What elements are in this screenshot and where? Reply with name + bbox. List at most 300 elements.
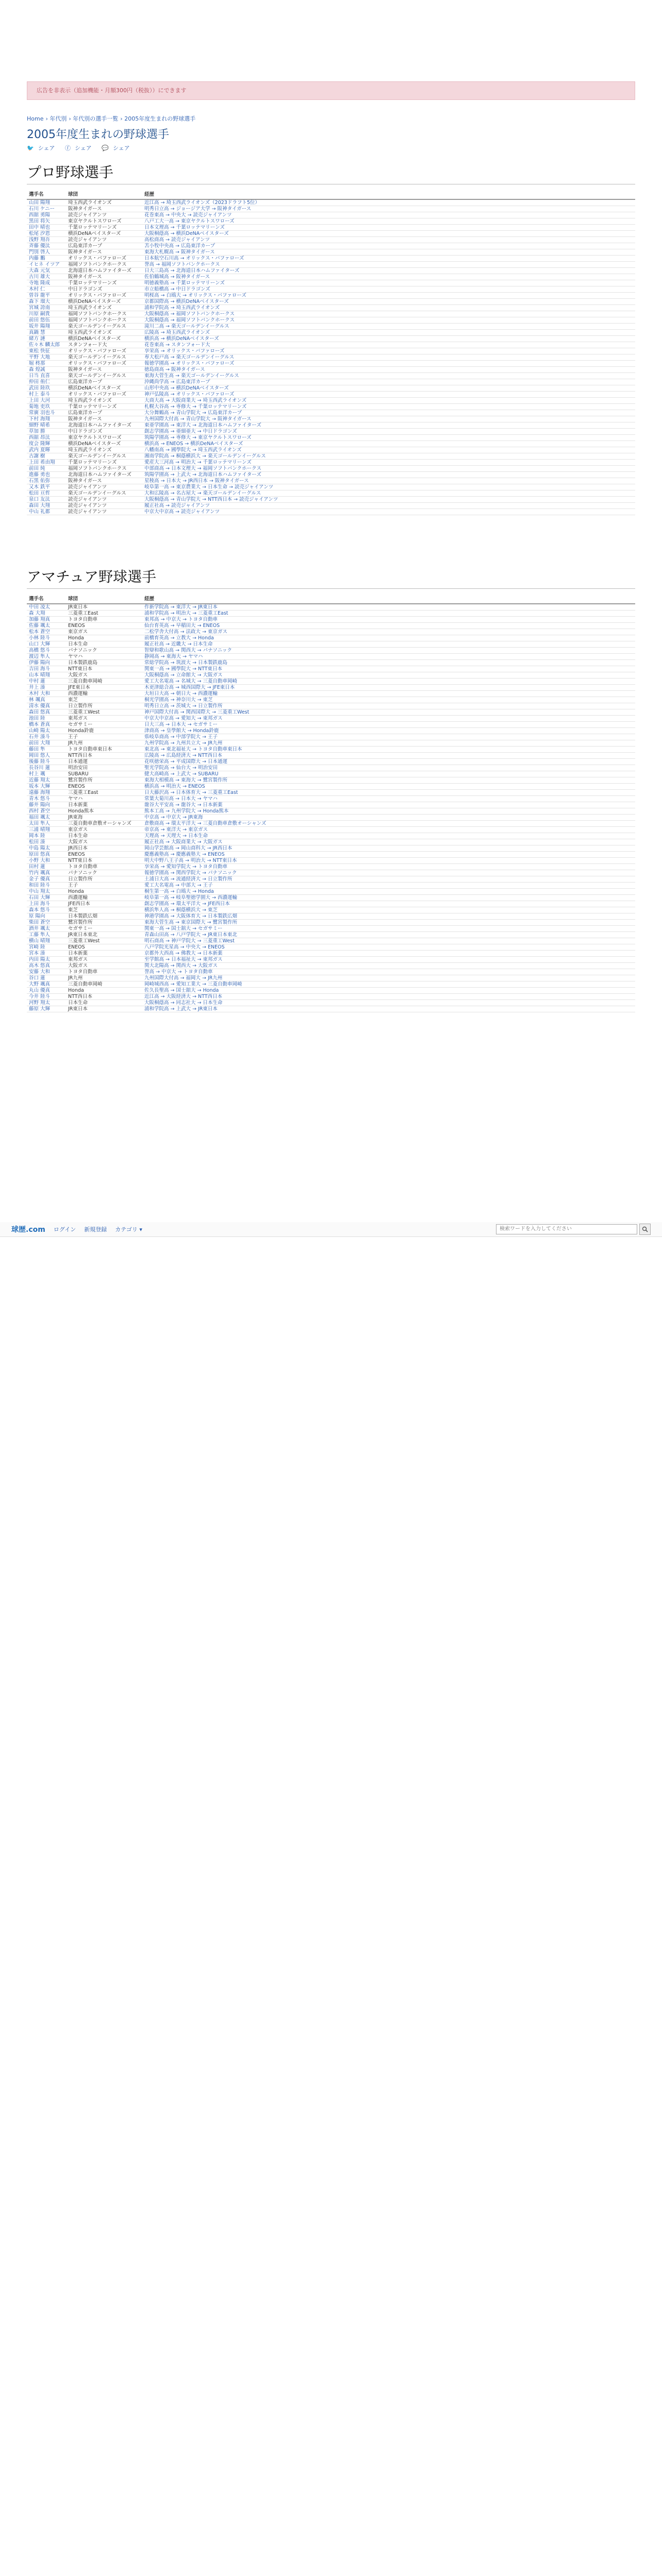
login-link[interactable]: ログイン xyxy=(53,1226,76,1233)
site-logo[interactable]: 球歴.com xyxy=(11,1226,45,1234)
player-name-link[interactable]: 福田 颯太 xyxy=(27,815,66,821)
career-text[interactable]: 日大三高 → 日本大 → セガサミー xyxy=(142,722,635,728)
career-text[interactable]: 浦和学院高 → 上武大 → JR東日本 xyxy=(142,1006,635,1012)
career-text[interactable]: 中京大中京高 → 愛知大 → 東邦ガス xyxy=(142,716,635,722)
table-row xyxy=(27,852,635,858)
career-text[interactable]: 徳島商高 → 阪神タイガース xyxy=(142,367,635,373)
player-name-link[interactable]: 西村 蒼空 xyxy=(27,808,66,815)
table-row xyxy=(27,324,635,330)
team-name: 日本新薬 xyxy=(66,951,142,957)
player-name-link[interactable]: 竹内 颯真 xyxy=(27,870,66,876)
search-input[interactable] xyxy=(496,1224,637,1234)
player-name-link[interactable]: 堀 柊那 xyxy=(27,361,66,367)
table-row xyxy=(27,969,635,975)
player-name-link[interactable]: 今井 陸斗 xyxy=(27,994,66,1000)
player-name-link[interactable]: 中島 陽太 xyxy=(27,845,66,852)
career-text[interactable]: 花咲徳栄高 → 平成国際大 → 日本通運 xyxy=(142,759,635,765)
career-text[interactable]: 日大藤沢高 → 日本体育大 → 三菱重工East xyxy=(142,790,635,796)
career-text[interactable]: 筑陽学園高 → 上武大 → 北海道日本ハムファイターズ xyxy=(142,472,635,478)
player-name-link[interactable]: 坂井 陽翔 xyxy=(27,324,66,330)
team-name: 広島東洋カープ xyxy=(66,410,142,416)
table-row xyxy=(27,429,635,435)
player-name-link[interactable]: 黒田 将矢 xyxy=(27,218,66,225)
table-row xyxy=(27,268,635,274)
career-text[interactable]: 県岐阜商高 → 中部学院大 → 王子 xyxy=(142,734,635,740)
career-text[interactable]: 桐光学園高 → 神奈川大 → 東芝 xyxy=(142,697,635,703)
career-text[interactable]: 明桜高 → 白鴎大 → オリックス・バファローズ xyxy=(142,293,635,299)
player-name-link[interactable]: 和田 陸斗 xyxy=(27,883,66,889)
team-name: 阪神タイガース xyxy=(66,478,142,484)
player-name-link[interactable]: 仲田 侑仁 xyxy=(27,379,66,385)
career-text[interactable]: 健大高崎高 → 上武大 → SUBARU xyxy=(142,771,635,777)
career-text[interactable]: 近江高 → 埼玉西武ライオンズ（2023ドラフト5位） xyxy=(142,199,635,206)
player-name-link[interactable]: 藤原 大輝 xyxy=(27,1006,66,1012)
player-name-link[interactable]: 上田 大河 xyxy=(27,398,66,404)
player-name-link[interactable]: 森 大翔 xyxy=(27,611,66,617)
player-name-link[interactable]: 池田 陸 xyxy=(27,716,66,722)
player-name-link[interactable]: 斉藤 優汰 xyxy=(27,243,66,249)
team-name: JFE西日本 xyxy=(66,901,142,907)
breadcrumb-by-era[interactable]: 年代別 xyxy=(49,115,67,122)
breadcrumb-era-list[interactable]: 年代別の選手一覧 xyxy=(73,115,119,122)
career-text[interactable]: 花巻東高 → 中央大 → 読売ジャイアンツ xyxy=(142,212,635,218)
table-row xyxy=(27,858,635,864)
player-name-link[interactable]: 山田 陽翔 xyxy=(27,199,66,206)
player-name-link[interactable]: 平野 大地 xyxy=(27,354,66,361)
career-text[interactable]: 二松学舎大付高 → 法政大 → 東京ガス xyxy=(142,629,635,635)
category-menu[interactable]: カテゴリ ▾ xyxy=(115,1226,142,1233)
career-text[interactable]: 日本文理高 → 千葉ロッテマリーンズ xyxy=(142,225,635,231)
career-text[interactable]: 日本航空石川高 → オリックス・バファローズ xyxy=(142,256,635,262)
player-name-link[interactable]: 太田 隼人 xyxy=(27,821,66,827)
career-text[interactable]: 京都外大西高 → 佛教大 → 日本新薬 xyxy=(142,951,635,957)
player-name-link[interactable]: 高木 悠真 xyxy=(27,963,66,969)
career-text[interactable]: 大阪桐蔭高 → 福岡ソフトバンクホークス xyxy=(142,317,635,324)
breadcrumb: Home › 年代別 › 年代別の選手一覧 › 2005年度生まれの野球選手 xyxy=(27,115,196,122)
career-text[interactable]: 誉高 → 中京大 → トヨタ自動車 xyxy=(142,969,635,975)
career-text[interactable]: 帝京高 → 東洋大 → 東京ガス xyxy=(142,827,635,833)
player-name-link[interactable]: 寺地 隆成 xyxy=(27,280,66,286)
player-name-link[interactable]: 緒方 漣 xyxy=(27,336,66,342)
career-text[interactable]: 大阪桐蔭高 → 立命館大 → 大阪ガス xyxy=(142,672,635,679)
player-name-link[interactable]: 酒井 颯太 xyxy=(27,926,66,932)
career-text[interactable]: 岐阜第一高 → 東京農業大 → 日本生命 → 読売ジャイアンツ xyxy=(142,484,635,490)
player-name-link[interactable]: 石井 湊斗 xyxy=(27,734,66,740)
player-name-link[interactable]: 高橋 悠斗 xyxy=(27,648,66,654)
career-text[interactable]: 関大北陽高 → 関西大 → 大阪ガス xyxy=(142,963,635,969)
section-title-amateur: アマチュア野球選手 xyxy=(27,566,635,589)
career-text[interactable]: 東海大菅生高 → 楽天ゴールデンイーグルス xyxy=(142,373,635,379)
career-text[interactable]: 大和広陵高 → 名古屋大 → 楽天ゴールデンイーグルス xyxy=(142,490,635,497)
player-name-link[interactable]: 下村 海翔 xyxy=(27,416,66,422)
ad-banner[interactable]: 広告を非表示（追加機能・月額300円（税抜））にできます xyxy=(27,81,635,100)
table-row xyxy=(27,379,635,385)
player-name-link[interactable]: 三浦 晴翔 xyxy=(27,827,66,833)
career-text[interactable]: 山形中央高 → 横浜DeNAベイスターズ xyxy=(142,385,635,392)
table-row xyxy=(27,821,635,827)
career-text[interactable]: 八戸工大一高 → 東京ヤクルトスワローズ xyxy=(142,218,635,225)
career-text[interactable]: 履正社高 → 大阪商業大 → 大阪ガス xyxy=(142,839,635,845)
player-name-link[interactable]: 宮本 湊 xyxy=(27,951,66,957)
team-name: セガサミー xyxy=(66,926,142,932)
player-name-link[interactable]: 木村 大和 xyxy=(27,691,66,697)
career-text[interactable]: 常葉大菊川高 → 日本大 → ヤマハ xyxy=(142,796,635,802)
player-name-link[interactable]: 木村 仁 xyxy=(27,286,66,293)
career-text[interactable]: 仙台育英高 → 早稲田大 → ENEOS xyxy=(142,623,635,629)
table-row xyxy=(27,740,635,747)
breadcrumb-home[interactable]: Home xyxy=(27,115,44,122)
player-name-link[interactable]: 古川 雄大 xyxy=(27,274,66,280)
player-name-link[interactable]: 古謝 樹 xyxy=(27,453,66,460)
career-text[interactable]: 湘南学院高 → 桐蔭横浜大 → 楽天ゴールデンイーグルス xyxy=(142,453,635,460)
career-text[interactable]: 浦和学院高 → 明治大 → 三菱重工East xyxy=(142,611,635,617)
player-name-link[interactable]: 内藤 鵬 xyxy=(27,256,66,262)
player-name-link[interactable]: 原田 悠真 xyxy=(27,852,66,858)
player-name-link[interactable]: 曽谷 龍平 xyxy=(27,293,66,299)
player-name-link[interactable]: 宮崎 陸 xyxy=(27,944,66,951)
career-text[interactable]: 明秀日立高 → 茨城大 → 日立製作所 xyxy=(142,703,635,709)
player-name-link[interactable]: 石田 大輝 xyxy=(27,895,66,901)
career-text[interactable]: 星稜高 → 日本大 → JR西日本 → 阪神タイガース xyxy=(142,478,635,484)
player-name-link[interactable]: 山崎 陽太 xyxy=(27,728,66,734)
player-name-link[interactable]: 小野 大和 xyxy=(27,858,66,864)
team-name: 埼玉西武ライオンズ xyxy=(66,330,142,336)
table-row xyxy=(27,907,635,913)
player-name-link[interactable]: 吉田 海斗 xyxy=(27,666,66,672)
career-text[interactable]: 大阪桐蔭高 → 青山学院大 → NTT西日本 → 読売ジャイアンツ xyxy=(142,497,635,503)
career-text[interactable]: 花巻東高 → スタンフォード大 xyxy=(142,342,635,348)
player-name-link[interactable]: 西舘 勇陽 xyxy=(27,212,66,218)
player-name-link[interactable]: 藤田 隼 xyxy=(27,747,66,753)
player-name-link[interactable]: 金子 優真 xyxy=(27,876,66,883)
career-text[interactable]: 中部商高 → 日本文理大 → 福岡ソフトバンクホークス xyxy=(142,466,635,472)
player-name-link[interactable]: 石黒 佑弥 xyxy=(27,478,66,484)
career-text[interactable]: 九州学院高 → 九州共立大 → JR九州 xyxy=(142,740,635,747)
player-name-link[interactable]: 上田 海斗 xyxy=(27,901,66,907)
player-name-link[interactable]: 橋本 蒼真 xyxy=(27,722,66,728)
career-text[interactable]: 享栄高 → 愛知学院大 → トヨタ自動車 xyxy=(142,864,635,870)
player-name-link[interactable]: 武田 陸玖 xyxy=(27,385,66,392)
player-name-link[interactable]: 谷口 蓮 xyxy=(27,975,66,981)
team-name: 日本製鉄鹿島 xyxy=(66,660,142,666)
career-text[interactable]: 関東一高 → 國學院大 → NTT東日本 xyxy=(142,666,635,672)
player-name-link[interactable]: 清水 優真 xyxy=(27,703,66,709)
table-row xyxy=(27,777,635,784)
career-text[interactable]: 東北高 → 東北福祉大 → トヨタ自動車東日本 xyxy=(142,747,635,753)
career-text[interactable]: 大垣日大高 → 朝日大 → 西濃運輸 xyxy=(142,691,635,697)
career-text[interactable]: 横浜高 → ENEOS → 横浜DeNAベイスターズ xyxy=(142,441,635,447)
player-name-link[interactable]: 加藤 翔真 xyxy=(27,617,66,623)
player-name-link[interactable]: 丸山 優真 xyxy=(27,988,66,994)
player-name-link[interactable]: 西舘 昂汰 xyxy=(27,435,66,441)
player-name-link[interactable]: 村上 颯 xyxy=(27,771,66,777)
career-text[interactable]: 静岡高 → 東海大 → ヤマハ xyxy=(142,654,635,660)
player-name-link[interactable]: 前田 純 xyxy=(27,466,66,472)
share-button-twitter[interactable]: 🐦 シェア xyxy=(27,145,55,151)
career-text[interactable]: 岡崎城西高 → 愛知工業大 → 三菱自動車岡崎 xyxy=(142,981,635,988)
table-row xyxy=(27,212,635,218)
player-name-link[interactable]: 度会 隆輝 xyxy=(27,441,66,447)
player-name-link[interactable]: 門別 啓人 xyxy=(27,249,66,256)
player-name-link[interactable]: 山口 大輝 xyxy=(27,641,66,648)
search-button[interactable] xyxy=(639,1224,651,1235)
table-row xyxy=(27,765,635,771)
team-name: 広島東洋カープ xyxy=(66,243,142,249)
team-name: JR東日本東北 xyxy=(66,932,142,938)
career-text[interactable]: 智辯和歌山高 → 関西大 → パナソニック xyxy=(142,648,635,654)
career-text[interactable]: 大分舞鶴高 → 青山学院大 → 広島東洋カープ xyxy=(142,410,635,416)
career-text[interactable]: 愛工大名電高 → 名城大 → 三菱自動車岡崎 xyxy=(142,679,635,685)
career-text[interactable]: 愛工大名電高 → 中部大 → 王子 xyxy=(142,883,635,889)
career-text[interactable]: 愛産大三河高 → 明治大 → 千葉ロッテマリーンズ xyxy=(142,460,635,466)
career-text[interactable]: 津商高 → 皇學館大 → Honda鈴鹿 xyxy=(142,728,635,734)
player-name-link[interactable]: 松尾 汐恩 xyxy=(27,231,66,237)
career-text[interactable]: 倉敷商高 → 環太平洋大 → 三菱自動車倉敷オーシャンズ xyxy=(142,821,635,827)
career-text[interactable]: 佐伯鶴城高 → 阪神タイガース xyxy=(142,274,635,280)
team-name: 福岡ソフトバンクホークス xyxy=(66,311,142,317)
player-name-link[interactable]: 大野 颯真 xyxy=(27,981,66,988)
career-text[interactable]: 大阪桐蔭高 → 福岡ソフトバンクホークス xyxy=(142,311,635,317)
player-name-link[interactable]: 菊地 吏玖 xyxy=(27,404,66,410)
player-name-link[interactable]: 岡田 悠人 xyxy=(27,753,66,759)
player-name-link[interactable]: 山本 晴翔 xyxy=(27,672,66,679)
player-name-link[interactable]: 中山 翔太 xyxy=(27,889,66,895)
player-name-link[interactable]: 上田 希由翔 xyxy=(27,460,66,466)
career-text[interactable]: 大阪桐蔭高 → 横浜DeNAベイスターズ xyxy=(142,231,635,237)
player-name-link[interactable]: 長谷川 蓮 xyxy=(27,765,66,771)
career-text[interactable]: 東海大札幌高 → 阪神タイガース xyxy=(142,249,635,256)
player-name-link[interactable]: 後藤 陸斗 xyxy=(27,759,66,765)
player-name-link[interactable]: 村上 泰斗 xyxy=(27,392,66,398)
career-text[interactable]: 横浜高 → 明治大 → ENEOS xyxy=(142,784,635,790)
table-row xyxy=(27,404,635,410)
player-name-link[interactable]: 松本 蒼空 xyxy=(27,629,66,635)
career-text[interactable]: 天理高 → 天理大 → 日本生命 xyxy=(142,833,635,839)
player-name-link[interactable]: 小林 陸斗 xyxy=(27,635,66,641)
career-text[interactable]: 創志学園高 → 亜細亜大 → 中日ドラゴンズ xyxy=(142,429,635,435)
career-text[interactable]: 履正社高 → 近畿大 → 日本生命 xyxy=(142,641,635,648)
share-button-line[interactable]: 💬 シェア xyxy=(102,145,130,151)
career-text[interactable]: 八幡南高 → 國學院大 → 埼玉西武ライオンズ xyxy=(142,447,635,453)
career-text[interactable]: 日大三島高 → 北海道日本ハムファイターズ xyxy=(142,268,635,274)
career-text[interactable]: 東邦高 → 中京大 → トヨタ自動車 xyxy=(142,617,635,623)
career-text[interactable]: 中京高 → 中京大 → JR東海 xyxy=(142,815,635,821)
career-text[interactable]: 九州国際大付高 → 福岡大 → JR九州 xyxy=(142,975,635,981)
table-row xyxy=(27,629,635,635)
player-name-link[interactable]: 伊藤 陽向 xyxy=(27,660,66,666)
team-name: 楽天ゴールデンイーグルス xyxy=(66,354,142,361)
player-name-link[interactable]: 横山 晴翔 xyxy=(27,938,66,944)
career-text[interactable]: 東海大相模高 → 東海大 → 鷺宮製作所 xyxy=(142,777,635,784)
career-text[interactable]: 木更津総合高 → 城西国際大 → JFE東日本 xyxy=(142,685,635,691)
career-text[interactable]: 高松商高 → 読売ジャイアンツ xyxy=(142,237,635,243)
facebook-icon: ⓕ xyxy=(64,145,71,151)
career-text[interactable]: 中京大中京高 → 読売ジャイアンツ xyxy=(142,509,635,515)
player-name-link[interactable]: 近藤 翔太 xyxy=(27,777,66,784)
career-text[interactable]: 明徳義塾高 → 千葉ロッテマリーンズ xyxy=(142,280,635,286)
career-text[interactable]: 明石商高 → 神戸学院大 → 三菱重工West xyxy=(142,938,635,944)
career-text[interactable]: 龍谷大平安高 → 龍谷大 → 日本新薬 xyxy=(142,802,635,808)
share-button-facebook[interactable]: ⓕ シェア xyxy=(64,145,92,151)
career-text[interactable]: 聖光学院高 → 仙台大 → 明治安田 xyxy=(142,765,635,771)
player-name-link[interactable]: 渡辺 隼人 xyxy=(27,654,66,660)
career-text[interactable]: 大商大高 → 大阪商業大 → 埼玉西武ライオンズ xyxy=(142,398,635,404)
player-name-link[interactable]: 武内 夏暉 xyxy=(27,447,66,453)
player-name-link[interactable]: 林 颯真 xyxy=(27,697,66,703)
career-text[interactable]: 大阪桐蔭高 → 同志社大 → 日本生命 xyxy=(142,1000,635,1006)
career-text[interactable]: 苫小牧中央高 → 広島東洋カープ xyxy=(142,243,635,249)
career-text[interactable]: 岡山学芸館高 → 岡山商科大 → JR西日本 xyxy=(142,845,635,852)
team-name: 三菱重工West xyxy=(66,938,142,944)
career-text[interactable]: 前橋育英高 → 立教大 → Honda xyxy=(142,635,635,641)
team-name: 東京ヤクルトスワローズ xyxy=(66,218,142,225)
team-name: トヨタ自動車 xyxy=(66,617,142,623)
career-text[interactable]: 岐阜第一高 → 岐阜聖徳学園大 → 西濃運輸 xyxy=(142,895,635,901)
career-text[interactable]: 京都国際高 → 横浜DeNAベイスターズ xyxy=(142,299,635,305)
career-text[interactable]: 専大松戸高 → 楽天ゴールデンイーグルス xyxy=(142,354,635,361)
career-text[interactable]: 広陵高 → 広島経済大 → NTT西日本 xyxy=(142,753,635,759)
register-link[interactable]: 新規登録 xyxy=(84,1226,107,1233)
career-text[interactable]: 市立船橋高 → 中日ドラゴンズ xyxy=(142,286,635,293)
player-name-link[interactable]: 森本 悠斗 xyxy=(27,907,66,913)
career-text[interactable]: 創志学園高 → 環太平洋大 → JFE西日本 xyxy=(142,901,635,907)
career-text[interactable]: 横浜隼人高 → 桐蔭横浜大 → 東芝 xyxy=(142,907,635,913)
career-text[interactable]: 滝川二高 → 楽天ゴールデンイーグルス xyxy=(142,324,635,330)
career-text[interactable]: 横浜高 → 横浜DeNAベイスターズ xyxy=(142,336,635,342)
team-name: JR西日本 xyxy=(66,845,142,852)
career-text[interactable]: 広陵高 → 埼玉西武ライオンズ xyxy=(142,330,635,336)
player-name-link[interactable]: 東松 快征 xyxy=(27,348,66,354)
team-name: 北海道日本ハムファイターズ xyxy=(66,268,142,274)
team-name: 三菱重工East xyxy=(66,790,142,796)
team-name: 読売ジャイアンツ xyxy=(66,497,142,503)
player-name-link[interactable]: 進藤 勇也 xyxy=(27,472,66,478)
table-row xyxy=(27,895,635,901)
career-text[interactable]: 熊本工高 → 九州学院大 → Honda熊本 xyxy=(142,808,635,815)
player-name-link[interactable]: 青木 悠斗 xyxy=(27,796,66,802)
career-text[interactable]: 神戸国際大付高 → 関西国際大 → 三菱重工West xyxy=(142,709,635,716)
career-text[interactable]: 至学館高 → 日本福祉大 → 東邦ガス xyxy=(142,957,635,963)
career-text[interactable]: 佐久長聖高 → 国士舘大 → Honda xyxy=(142,988,635,994)
player-name-link[interactable]: 中山 礼都 xyxy=(27,509,66,515)
career-text[interactable]: 東亜学園高 → 東洋大 → 北海道日本ハムファイターズ xyxy=(142,422,635,429)
player-name-link[interactable]: 又木 鉄平 xyxy=(27,484,66,490)
career-text[interactable]: 八戸学院光星高 → 中央大 → ENEOS xyxy=(142,944,635,951)
career-text[interactable]: 桐生第一高 → 白鴎大 → Honda xyxy=(142,889,635,895)
player-name-link[interactable]: 原 陽向 xyxy=(27,913,66,920)
player-name-link[interactable]: 田村 蓮 xyxy=(27,864,66,870)
player-name-link[interactable]: 川原 嗣貴 xyxy=(27,311,66,317)
table-row xyxy=(27,206,635,212)
career-text[interactable]: 近江高 → 大阪経済大 → NTT西日本 xyxy=(142,994,635,1000)
career-text[interactable]: 報徳学園高 → 関西学院大 → パナソニック xyxy=(142,870,635,876)
table-row xyxy=(27,963,635,969)
player-name-link[interactable]: 松田 亘哲 xyxy=(27,490,66,497)
table-row xyxy=(27,913,635,920)
player-name-link[interactable]: 泉口 友汰 xyxy=(27,497,66,503)
career-text[interactable]: 九州国際大付高 → 青山学院大 → 阪神タイガース xyxy=(142,416,635,422)
player-name-link[interactable]: 森 煌誠 xyxy=(27,367,66,373)
team-name: 東邦ガス xyxy=(66,957,142,963)
player-name-link[interactable]: 前田 大翔 xyxy=(27,740,66,747)
career-text[interactable]: 明秀日立高 → ジョージア大学 → 阪神タイガース xyxy=(142,206,635,212)
career-text[interactable]: 浦和学院高 → 埼玉西武ライオンズ xyxy=(142,305,635,311)
career-text[interactable]: 享栄高 → オリックス・バファローズ xyxy=(142,348,635,354)
team-name: Honda鈴鹿 xyxy=(66,728,142,734)
player-name-link[interactable]: 日当 直喜 xyxy=(27,373,66,379)
player-name-link[interactable]: 宮城 誇南 xyxy=(27,305,66,311)
player-name-link[interactable]: 岡本 陸 xyxy=(27,833,66,839)
career-text[interactable]: 神戸弘陵高 → オリックス・バファローズ xyxy=(142,392,635,398)
player-name-link[interactable]: 中村 蓮 xyxy=(27,679,66,685)
player-name-link[interactable]: 真鍋 慧 xyxy=(27,330,66,336)
player-name-link[interactable]: 森田 悠真 xyxy=(27,709,66,716)
career-text[interactable]: 作新学院高 → 東洋大 → JR東日本 xyxy=(142,604,635,611)
player-name-link[interactable]: 内田 陽太 xyxy=(27,957,66,963)
career-text[interactable]: 関東一高 → 国士舘大 → セガサミー xyxy=(142,926,635,932)
player-name-link[interactable]: 田中 晴也 xyxy=(27,225,66,231)
career-text[interactable]: 土浦日大高 → 流通経済大 → 日立製作所 xyxy=(142,876,635,883)
player-name-link[interactable]: 細野 晴希 xyxy=(27,422,66,429)
player-name-link[interactable]: 草加 勝 xyxy=(27,429,66,435)
team-name: 日本新薬 xyxy=(66,802,142,808)
table-row xyxy=(27,435,635,441)
table-row xyxy=(27,988,635,994)
player-name-link[interactable]: 柴田 蒼空 xyxy=(27,920,66,926)
player-name-link[interactable]: 森下 瑠大 xyxy=(27,299,66,305)
player-name-link[interactable]: 佐藤 颯太 xyxy=(27,623,66,629)
team-name: Honda xyxy=(66,988,142,994)
player-name-link[interactable]: 中田 凌太 xyxy=(27,604,66,611)
team-name: NTT東日本 xyxy=(66,858,142,864)
player-name-link[interactable]: 松田 湊 xyxy=(27,839,66,845)
player-name-link[interactable]: 安藤 大和 xyxy=(27,969,66,975)
career-text[interactable]: 神港学園高 → 大阪体育大 → 日本製鉄広畑 xyxy=(142,913,635,920)
player-name-link[interactable]: 坂本 大輝 xyxy=(27,784,66,790)
career-text[interactable]: 誉高 → 福岡ソフトバンクホークス xyxy=(142,262,635,268)
player-name-link[interactable]: 佐々木 麟太郎 xyxy=(27,342,66,348)
team-name: 三菱自動車倉敷オーシャンズ xyxy=(66,821,142,827)
player-name-link[interactable]: 石川 ケニー xyxy=(27,206,66,212)
player-name-link[interactable]: 井上 湊 xyxy=(27,685,66,691)
player-name-link[interactable]: 藤井 陽向 xyxy=(27,802,66,808)
player-name-link[interactable]: 大森 元気 xyxy=(27,268,66,274)
player-name-link[interactable]: 工藤 隼人 xyxy=(27,932,66,938)
player-name-link[interactable]: 遠藤 海翔 xyxy=(27,790,66,796)
player-name-link[interactable]: 河野 翔太 xyxy=(27,1000,66,1006)
team-name: 王子 xyxy=(66,883,142,889)
career-text[interactable]: 沖縄尚学高 → 広島東洋カープ xyxy=(142,379,635,385)
career-text[interactable]: 慶應義塾高 → 慶應義塾大 → ENEOS xyxy=(142,852,635,858)
career-text[interactable]: 筑陽学園高 → 専修大 → 東京ヤクルトスワローズ xyxy=(142,435,635,441)
team-name: 横浜DeNAベイスターズ xyxy=(66,441,142,447)
table-row xyxy=(27,392,635,398)
table-row xyxy=(27,262,635,268)
career-text[interactable]: 報徳学園高 → オリックス・バファローズ xyxy=(142,361,635,367)
player-name-link[interactable]: 浅野 翔吾 xyxy=(27,237,66,243)
career-text[interactable]: 東海大菅生高 → 東京国際大 → 鷺宮製作所 xyxy=(142,920,635,926)
player-name-link[interactable]: 森田 大翔 xyxy=(27,503,66,509)
career-text[interactable]: 青森山田高 → 八戸学院大 → JR東日本東北 xyxy=(142,932,635,938)
career-text[interactable]: 履正社高 → 読売ジャイアンツ xyxy=(142,503,635,509)
table-row xyxy=(27,815,635,821)
career-text[interactable]: 明大中野八王子高 → 明治大 → NTT東日本 xyxy=(142,858,635,864)
player-name-link[interactable]: 常廣 羽也斗 xyxy=(27,410,66,416)
career-text[interactable]: 札幌大谷高 → 専修大 → 千葉ロッテマリーンズ xyxy=(142,404,635,410)
player-name-link[interactable]: イヒネ イツア xyxy=(27,262,66,268)
player-name-link[interactable]: 前田 悠伍 xyxy=(27,317,66,324)
career-text[interactable]: 常総学院高 → 筑波大 → 日本製鉄鹿島 xyxy=(142,660,635,666)
